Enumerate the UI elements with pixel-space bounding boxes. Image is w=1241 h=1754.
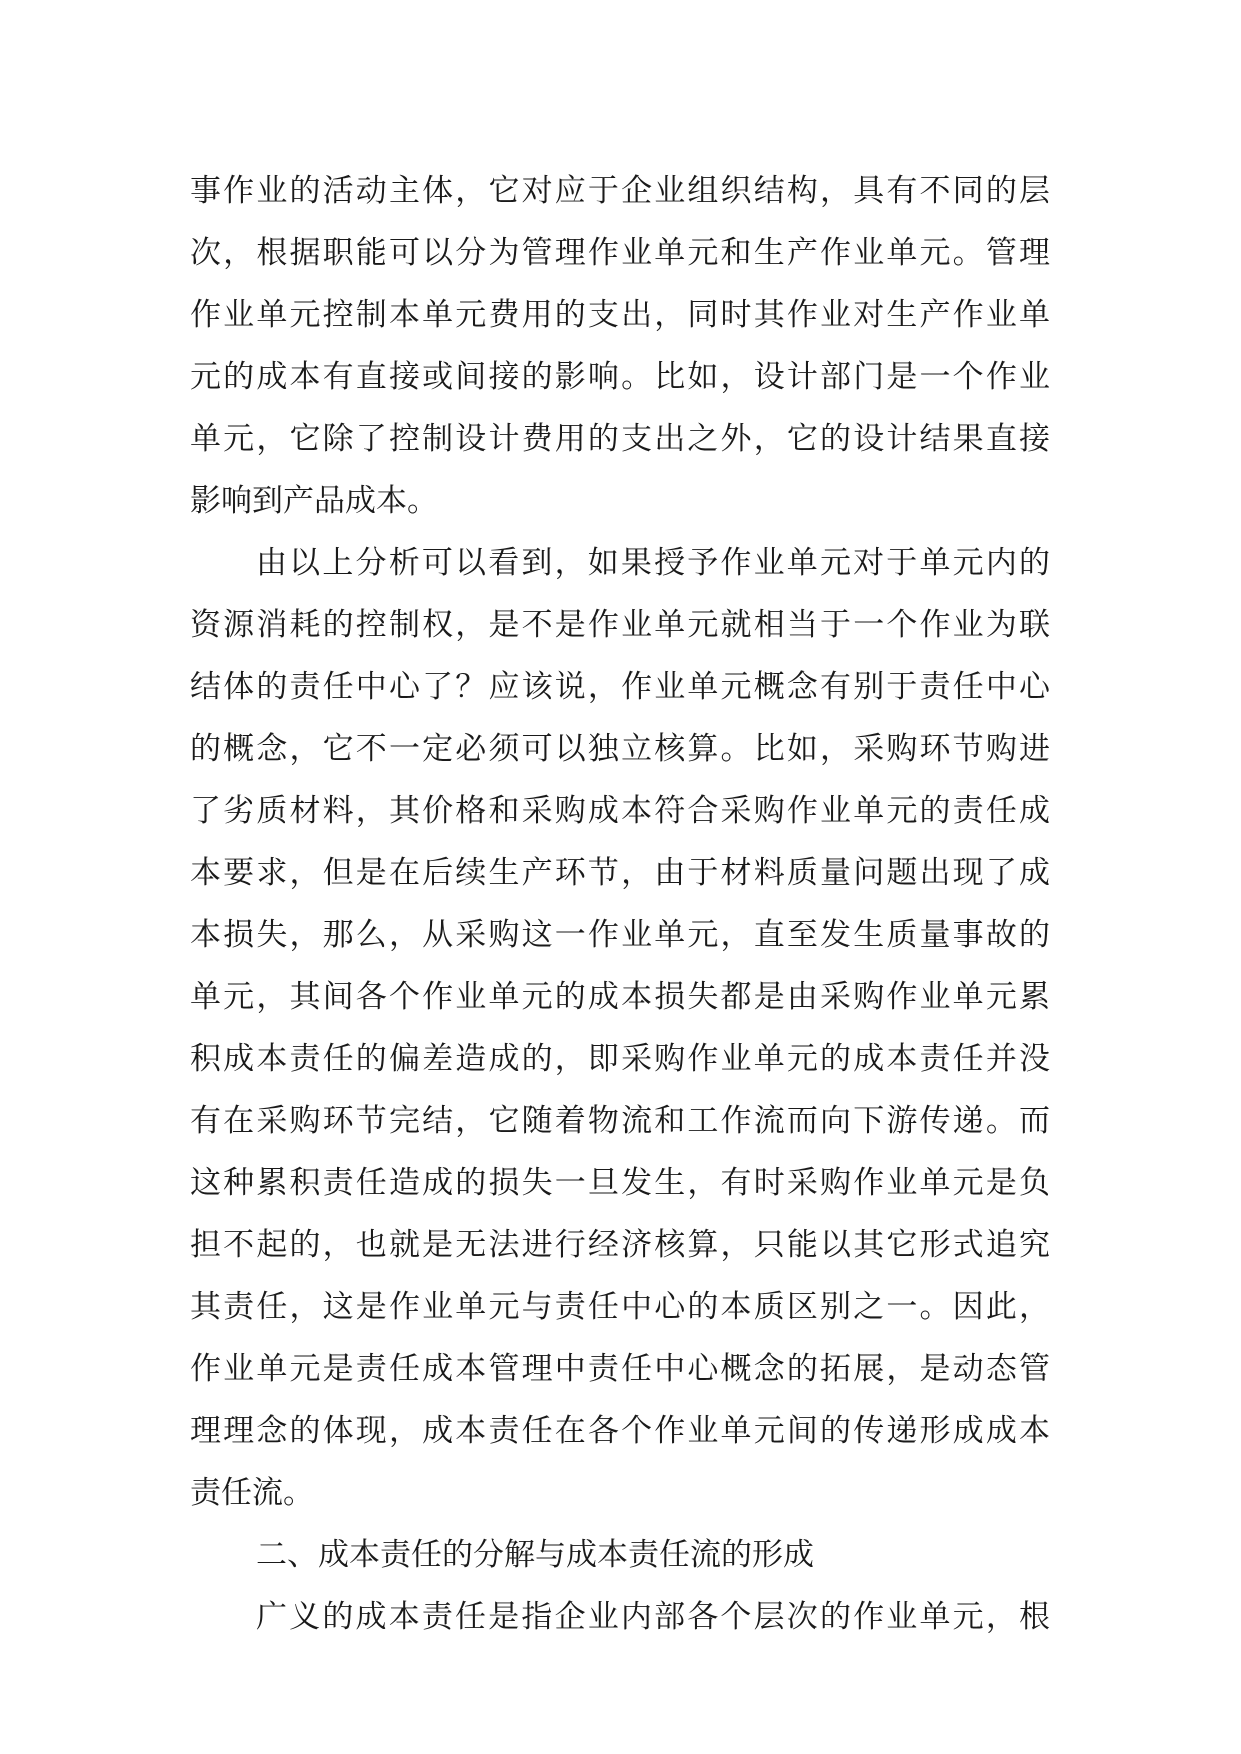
- text-line: 的概念，它不一定必须可以独立核算。比如，采购环节购进: [190, 731, 1050, 767]
- text-line: 作业单元控制本单元费用的支出，同时其作业对生产作业单: [190, 297, 1050, 333]
- text-line: 担不起的，也就是无法进行经济核算，只能以其它形式追究: [190, 1227, 1050, 1263]
- text-line: 这种累积责任造成的损失一旦发生，有时采购作业单元是负: [190, 1165, 1050, 1201]
- text-line: 其责任，这是作业单元与责任中心的本质区别之一。因此，: [190, 1289, 1050, 1325]
- text-line: 积成本责任的偏差造成的，即采购作业单元的成本责任并没: [190, 1041, 1050, 1077]
- text-line: 了劣质材料，其价格和采购成本符合采购作业单元的责任成: [190, 793, 1050, 829]
- text-line: 广义的成本责任是指企业内部各个层次的作业单元，根: [256, 1599, 1050, 1635]
- text-line: 由以上分析可以看到，如果授予作业单元对于单元内的: [256, 545, 1050, 581]
- text-line: 元的成本有直接或间接的影响。比如，设计部门是一个作业: [190, 359, 1050, 395]
- text-line: 作业单元是责任成本管理中责任中心概念的拓展，是动态管: [190, 1351, 1050, 1387]
- text-line: 单元，它除了控制设计费用的支出之外，它的设计结果直接: [190, 421, 1050, 457]
- text-line: 次，根据职能可以分为管理作业单元和生产作业单元。管理: [190, 235, 1050, 271]
- section-heading: 二、成本责任的分解与成本责任流的形成: [256, 1537, 814, 1573]
- body-text: [190, 160, 1050, 1648]
- text-line: 结体的责任中心了？应该说，作业单元概念有别于责任中心: [190, 669, 1050, 705]
- text-line: 本损失，那么，从采购这一作业单元，直至发生质量事故的: [190, 917, 1050, 953]
- text-line: 本要求，但是在后续生产环节，由于材料质量问题出现了成: [190, 855, 1050, 891]
- text-line: 理理念的体现，成本责任在各个作业单元间的传递形成成本: [190, 1413, 1050, 1449]
- text-line: 有在采购环节完结，它随着物流和工作流而向下游传递。而: [190, 1103, 1050, 1139]
- text-line: 资源消耗的控制权，是不是作业单元就相当于一个作业为联: [190, 607, 1050, 643]
- text-line: 影响到产品成本。: [190, 483, 438, 519]
- text-line: 责任流。: [190, 1475, 314, 1511]
- text-line: 事作业的活动主体，它对应于企业组织结构，具有不同的层: [190, 173, 1050, 209]
- text-line: 单元，其间各个作业单元的成本损失都是由采购作业单元累: [190, 979, 1050, 1015]
